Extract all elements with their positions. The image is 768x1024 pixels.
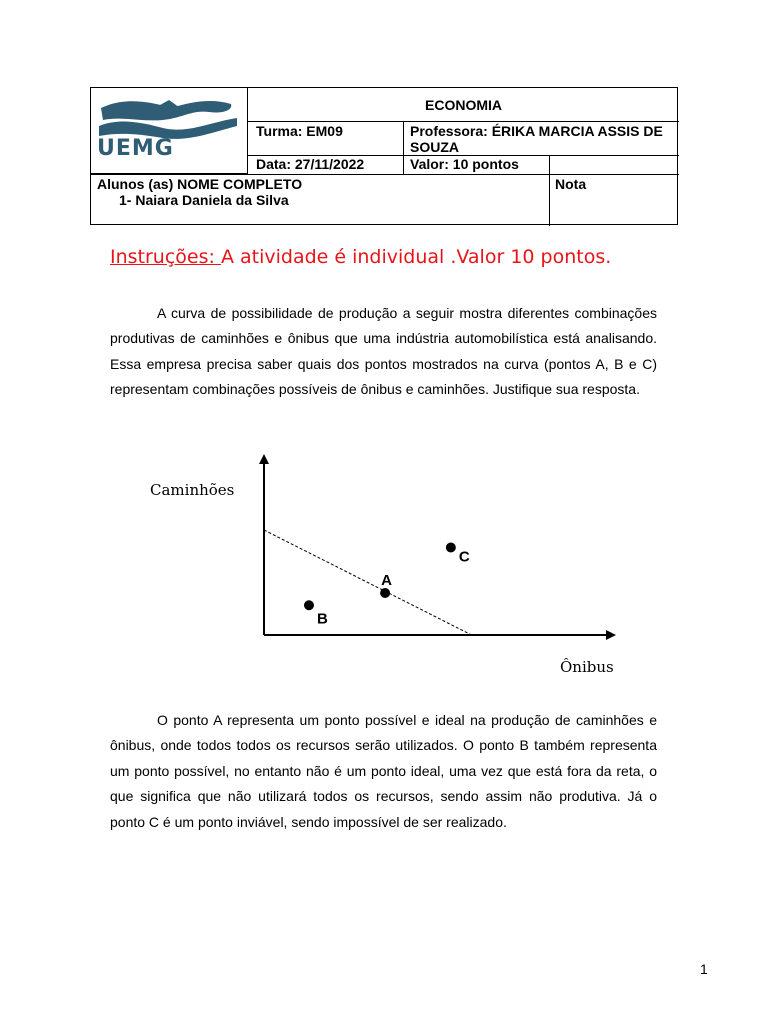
subject-title: ECONOMIA bbox=[248, 88, 679, 122]
alunos-field bbox=[91, 174, 550, 226]
y-axis-label: Caminhões bbox=[150, 481, 235, 499]
y-axis-arrow-icon bbox=[259, 454, 269, 464]
point-label-a: A bbox=[381, 572, 392, 589]
alunos-label: Alunos (as) NOME COMPLETO bbox=[97, 176, 303, 192]
instructions bbox=[110, 246, 670, 268]
empty-cell bbox=[550, 156, 679, 174]
instructions-text: A atividade é individual .Valor 10 pontos. bbox=[220, 246, 612, 268]
logo-cell bbox=[91, 88, 248, 174]
nota-field: Nota bbox=[550, 174, 679, 226]
turma-field: Turma: EM09 bbox=[248, 122, 404, 156]
point-b bbox=[304, 600, 314, 610]
uemg-logo-icon bbox=[91, 88, 248, 174]
answer-paragraph: O ponto A representa um ponto possível e ideal na produção de caminhões e ônibus, onde todos todos os recursos serão utilizados. O ponto B também representa um ponto possível, no entanto não é um ponto ideal, uma vez que está fora da reta, o que significa que não utilizará todos os recursos, sendo assim não produtiva. Já o ponto C é um ponto inviável, sendo impossível de ser realizado. bbox=[110, 712, 657, 830]
header-table bbox=[90, 87, 678, 225]
x-axis-label: Ônibus bbox=[560, 658, 614, 676]
instructions-label: Instruções: bbox=[110, 246, 221, 268]
point-a bbox=[380, 588, 390, 598]
ppf-curve bbox=[264, 530, 472, 635]
page-number: 1 bbox=[700, 961, 708, 977]
student-name: 1- Naiara Daniela da Silva bbox=[119, 192, 289, 208]
ppf-chart bbox=[140, 450, 640, 690]
logo-text: UEMG bbox=[97, 136, 174, 161]
x-axis-arrow-icon bbox=[606, 630, 616, 640]
valor-field: Valor: 10 pontos bbox=[404, 156, 550, 174]
point-label-b: B bbox=[316, 610, 328, 628]
points-layer bbox=[304, 543, 470, 628]
point-label-c: C bbox=[458, 548, 470, 566]
professora-field: Professora: ÉRIKA MARCIA ASSIS DE SOUZA bbox=[404, 122, 679, 156]
point-c bbox=[446, 543, 456, 553]
question-paragraph: A curva de possibilidade de produção a seguir mostra diferentes combinações produtivas de caminhões e ônibus que uma indústria automobilística está analisando. Essa empresa precisa saber quais dos pontos mostrados na curva (pontos A, B e C) representam combinações possíveis de ônibus e caminhões. Justifique sua resposta. bbox=[110, 305, 657, 398]
date-field: Data: 27/11/2022 bbox=[248, 156, 404, 174]
